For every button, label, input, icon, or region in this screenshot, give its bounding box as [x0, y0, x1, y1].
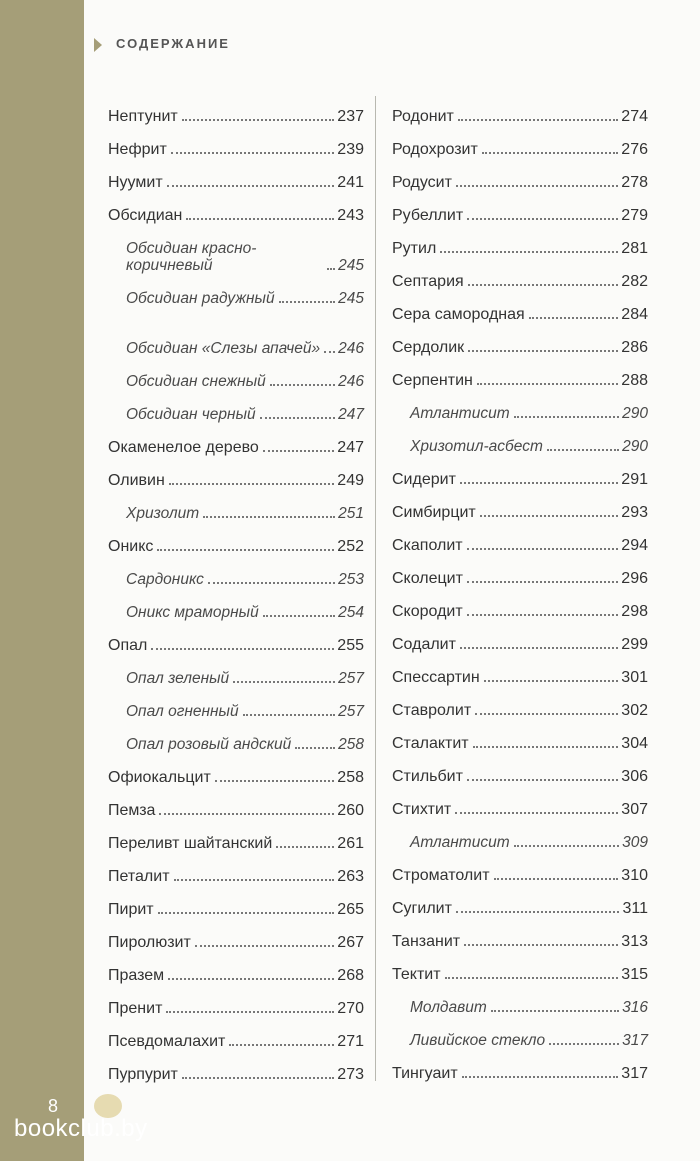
dot-leader [482, 151, 619, 154]
toc-entry-title: Скородит [392, 603, 463, 620]
dot-leader [186, 217, 334, 220]
column-divider [375, 96, 376, 1081]
toc-entry [392, 884, 648, 917]
dot-leader [455, 811, 618, 814]
toc-entry-title: Пурпурит [108, 1066, 178, 1083]
toc-entry-page: 290 [622, 405, 648, 422]
toc-entry [108, 191, 364, 224]
dot-leader [547, 448, 619, 451]
toc-entry-title: Родонит [392, 108, 454, 125]
toc-entry-title: Обсидиан радужный [126, 290, 275, 307]
toc-entry [108, 158, 364, 191]
dot-leader [468, 283, 619, 286]
toc-entry [108, 224, 364, 274]
dot-leader [467, 547, 619, 550]
toc-entry-page: 257 [338, 670, 364, 687]
toc-entry-page: 284 [621, 306, 648, 323]
toc-entry-page: 317 [622, 1032, 648, 1049]
toc-entry-page: 276 [621, 141, 648, 158]
toc-entry-page: 294 [621, 537, 648, 554]
toc-entry [392, 851, 648, 884]
toc-entry-title: Сколецит [392, 570, 463, 587]
toc-entry-page: 306 [621, 768, 648, 785]
toc-entry-page: 246 [338, 373, 364, 390]
toc-entry-page: 298 [621, 603, 648, 620]
toc-entry-title: Рубеллит [392, 207, 464, 224]
toc-entry-title: Петалит [108, 868, 170, 885]
dot-leader [445, 976, 619, 979]
toc-entry-title: Хризолит [126, 505, 200, 522]
toc-entry-title: Сталактит [392, 735, 469, 752]
toc-entry-page: 237 [337, 108, 364, 125]
toc-entry-page: 258 [337, 769, 364, 786]
toc-entry-title: Ставролит [392, 702, 472, 719]
toc-entry-title: Содалит [392, 636, 456, 653]
toc-entry [392, 389, 648, 422]
toc-entry [392, 983, 648, 1016]
watermark: bookclub.by [14, 1115, 148, 1142]
toc-entry-page: 304 [621, 735, 648, 752]
toc-entry-title: Атлантисит [410, 405, 510, 422]
toc-entry [392, 554, 648, 587]
toc-entry [392, 356, 648, 389]
dot-leader [166, 1010, 334, 1013]
toc-entry-title: Родохрозит [392, 141, 478, 158]
toc-entry [392, 950, 648, 983]
dot-leader [151, 647, 334, 650]
toc-entry [108, 588, 364, 621]
dot-leader [270, 383, 335, 386]
dot-leader [460, 481, 618, 484]
dot-leader [167, 184, 335, 187]
toc-entry [392, 422, 648, 455]
page-number: 8 [48, 1096, 59, 1116]
toc-entry-page: 243 [337, 207, 364, 224]
dot-leader [169, 482, 334, 485]
toc-entry-title: Пренит [108, 1000, 163, 1017]
toc-entry [392, 125, 648, 158]
toc-entry-page: 302 [621, 702, 648, 719]
toc-entry-page: 260 [337, 802, 364, 819]
toc-entry-title: Сугилит [392, 900, 452, 917]
toc-entry-page: 278 [621, 174, 648, 191]
toc-entry [392, 620, 648, 653]
dot-leader [462, 1075, 619, 1078]
toc-entry-page: 315 [621, 966, 648, 983]
toc-entry-title: Тингуаит [392, 1065, 458, 1082]
toc-entry-page: 274 [621, 108, 648, 125]
toc-entry-page: 299 [621, 636, 648, 653]
toc-entry-page: 268 [337, 967, 364, 984]
toc-entry [108, 687, 364, 720]
toc-entry-page: 301 [621, 669, 648, 686]
toc-entry-page: 286 [621, 339, 648, 356]
toc-left-column [108, 92, 364, 1083]
toc-entry-title: Обсидиан [108, 207, 183, 224]
dot-leader [456, 910, 620, 913]
toc-entry-title: Опал огненный [126, 703, 239, 720]
toc-entry [392, 224, 648, 257]
toc-entry [392, 785, 648, 818]
toc-entry-page: 310 [621, 867, 648, 884]
toc-entry [392, 521, 648, 554]
toc-entry-title: Обсидиан снежный [126, 373, 266, 390]
toc-entry-title: Септария [392, 273, 464, 290]
dot-leader [467, 217, 618, 220]
toc-entry-title: Стильбит [392, 768, 463, 785]
dot-leader [260, 416, 336, 419]
toc-entry-page: 296 [621, 570, 648, 587]
dot-leader [208, 581, 335, 584]
toc-entry [392, 158, 648, 191]
dot-leader [203, 515, 335, 518]
dot-leader [263, 614, 335, 617]
toc-entry-title: Окаменелое дерево [108, 439, 259, 456]
toc-entry-title: Стихтит [392, 801, 452, 818]
dot-leader [233, 680, 335, 683]
toc-entry [108, 125, 364, 158]
dot-leader [171, 151, 335, 154]
toc-entry-page: 270 [337, 1000, 364, 1017]
toc-entry-page: 261 [337, 835, 364, 852]
toc-entry-title: Серпентин [392, 372, 473, 389]
toc-entry [392, 455, 648, 488]
toc-entry [108, 885, 364, 918]
toc-entry [108, 555, 364, 588]
toc-right-column [392, 92, 648, 1082]
toc-entry-page: 291 [621, 471, 648, 488]
toc-entry [392, 191, 648, 224]
toc-entry [108, 852, 364, 885]
toc-entry-page: 288 [621, 372, 648, 389]
toc-entry [392, 92, 648, 125]
dot-leader [174, 878, 335, 881]
toc-entry-title: Молдавит [410, 999, 487, 1016]
toc-entry [392, 752, 648, 785]
toc-entry [108, 522, 364, 555]
dot-leader [473, 745, 619, 748]
toc-entry-title: Сердолик [392, 339, 465, 356]
toc-entry [108, 274, 364, 307]
toc-entry [392, 488, 648, 521]
toc-entry-title: Родусит [392, 174, 452, 191]
toc-entry [108, 621, 364, 654]
toc-entry-page: 307 [621, 801, 648, 818]
toc-entry-title: Обсидиан черный [126, 406, 256, 423]
toc-entry-page: 252 [337, 538, 364, 555]
toc-entry-title: Оливин [108, 472, 165, 489]
toc-entry [108, 951, 364, 984]
arrow-marker-icon [94, 38, 102, 52]
toc-entry [108, 786, 364, 819]
toc-entry-page: 249 [337, 472, 364, 489]
dot-leader [263, 449, 334, 452]
dot-leader [215, 779, 335, 782]
toc-entry-title: Переливт шайтанский [108, 835, 273, 852]
toc-entry-title: Хризотил-асбест [410, 438, 543, 455]
toc-entry-page: 255 [337, 637, 364, 654]
dot-leader [467, 580, 618, 583]
toc-entry-title: Ливийское стекло [410, 1032, 546, 1049]
toc-entry-page: 251 [338, 505, 364, 522]
dot-leader [157, 548, 334, 551]
toc-entry-page: 316 [622, 999, 648, 1016]
toc-entry-page: 258 [338, 736, 364, 753]
toc-entry-title: Рутил [392, 240, 437, 257]
toc-entry [392, 653, 648, 686]
dot-leader [484, 679, 619, 682]
dot-leader [477, 382, 618, 385]
dot-leader [458, 118, 618, 121]
dot-leader [182, 118, 335, 121]
toc-entry-title: Скаполит [392, 537, 463, 554]
dot-leader [549, 1042, 619, 1045]
dot-leader [464, 943, 618, 946]
dot-leader [475, 712, 618, 715]
toc-entry-page: 271 [337, 1033, 364, 1050]
dot-leader [195, 944, 334, 947]
toc-entry [392, 257, 648, 290]
toc-entry-title: Обсидиан красно-коричневый [126, 240, 257, 274]
toc-entry [108, 1050, 364, 1083]
toc-entry [108, 357, 364, 390]
toc-entry-page: 245 [338, 290, 364, 307]
toc-entry [108, 819, 364, 852]
toc-entry-page: 245 [338, 257, 364, 274]
toc-entry-page: 273 [337, 1066, 364, 1083]
toc-entry [108, 456, 364, 489]
toc-entry-page: 239 [337, 141, 364, 158]
toc-entry [108, 654, 364, 687]
toc-entry-page: 282 [621, 273, 648, 290]
dot-leader [456, 184, 618, 187]
toc-entry-title: Танзанит [392, 933, 461, 950]
toc-entry-page: 267 [337, 934, 364, 951]
toc-entry-page: 311 [622, 900, 648, 917]
toc-entry-title: Сера самородная [392, 306, 525, 323]
toc-entry-title: Опал [108, 637, 148, 654]
toc-entry-page: 246 [338, 340, 364, 357]
toc-entry-title: Тектит [392, 966, 441, 983]
toc-entry-title: Пемза [108, 802, 156, 819]
toc-entry-page: 317 [621, 1065, 648, 1082]
toc-entry-title: Нептунит [108, 108, 178, 125]
toc-entry [392, 323, 648, 356]
toc-entry [392, 1049, 648, 1082]
dot-leader [182, 1076, 334, 1079]
dot-leader [480, 514, 619, 517]
toc-entry-title: Опал розовый андский [126, 736, 292, 753]
toc-entry [108, 423, 364, 456]
toc-entry-title: Офиокальцит [108, 769, 211, 786]
toc-entry-page: 279 [621, 207, 648, 224]
toc-entry-title: Сидерит [392, 471, 456, 488]
dot-leader [159, 812, 334, 815]
toc-entry-title: Строматолит [392, 867, 490, 884]
toc-entry-page: 263 [337, 868, 364, 885]
dot-leader [491, 1009, 619, 1012]
dot-leader [460, 646, 618, 649]
toc-entry-title: Симбирцит [392, 504, 476, 521]
toc-entry-title: Спессартин [392, 669, 480, 686]
toc-entry-title: Сардоникс [126, 571, 204, 588]
dot-leader [468, 349, 618, 352]
toc-entry-page: 247 [338, 406, 364, 423]
toc-entry-page: 309 [622, 834, 648, 851]
toc-entry-page: 247 [337, 439, 364, 456]
toc-entry-page: 290 [622, 438, 648, 455]
toc-entry [108, 489, 364, 522]
toc-entry-page: 293 [621, 504, 648, 521]
toc-entry-page: 281 [621, 240, 648, 257]
toc-entry [108, 92, 364, 125]
dot-leader [276, 845, 334, 848]
toc-entry-title: Обсидиан «Слезы апачей» [126, 340, 321, 357]
toc-entry-page: 257 [338, 703, 364, 720]
toc-entry [392, 818, 648, 851]
toc-entry-title: Нуумит [108, 174, 163, 191]
dot-leader [467, 778, 618, 781]
dot-leader [229, 1043, 334, 1046]
toc-entry-page: 253 [338, 571, 364, 588]
toc-entry-title: Псевдомалахит [108, 1033, 226, 1050]
dot-leader [529, 316, 619, 319]
toc-entry [392, 1016, 648, 1049]
toc-entry [108, 984, 364, 1017]
toc-entry-page: 241 [337, 174, 364, 191]
dot-leader [327, 267, 335, 270]
toc-entry [108, 307, 364, 357]
dot-leader [243, 713, 336, 716]
dot-leader [168, 977, 334, 980]
dot-leader [279, 300, 336, 303]
toc-entry [108, 753, 364, 786]
toc-entry [108, 1017, 364, 1050]
dot-leader [295, 746, 335, 749]
dot-leader [440, 250, 618, 253]
toc-entry [392, 686, 648, 719]
toc-entry-title: Атлантисит [410, 834, 510, 851]
dot-leader [158, 911, 335, 914]
toc-entry-title: Оникс [108, 538, 154, 555]
toc-entry [392, 719, 648, 752]
dot-leader [514, 415, 620, 418]
toc-entry-page: 313 [621, 933, 648, 950]
toc-entry-title: Нефрит [108, 141, 167, 158]
sidebar-band [0, 0, 84, 1161]
dot-leader [324, 350, 335, 353]
toc-entry-page: 254 [338, 604, 364, 621]
toc-entry-title: Оникс мраморный [126, 604, 259, 621]
toc-entry [392, 917, 648, 950]
toc-entry-page: 265 [337, 901, 364, 918]
toc-entry [108, 918, 364, 951]
toc-entry [392, 587, 648, 620]
toc-entry-title: Пирит [108, 901, 154, 918]
page-title: СОДЕРЖАНИЕ [116, 36, 230, 51]
toc-entry-title: Пиролюзит [108, 934, 191, 951]
toc-entry [108, 390, 364, 423]
dot-leader [494, 877, 619, 880]
toc-entry-title: Празем [108, 967, 165, 984]
toc-entry [392, 290, 648, 323]
toc-entry [108, 720, 364, 753]
dot-leader [467, 613, 619, 616]
toc-entry-title: Опал зеленый [126, 670, 230, 687]
dot-leader [514, 844, 620, 847]
